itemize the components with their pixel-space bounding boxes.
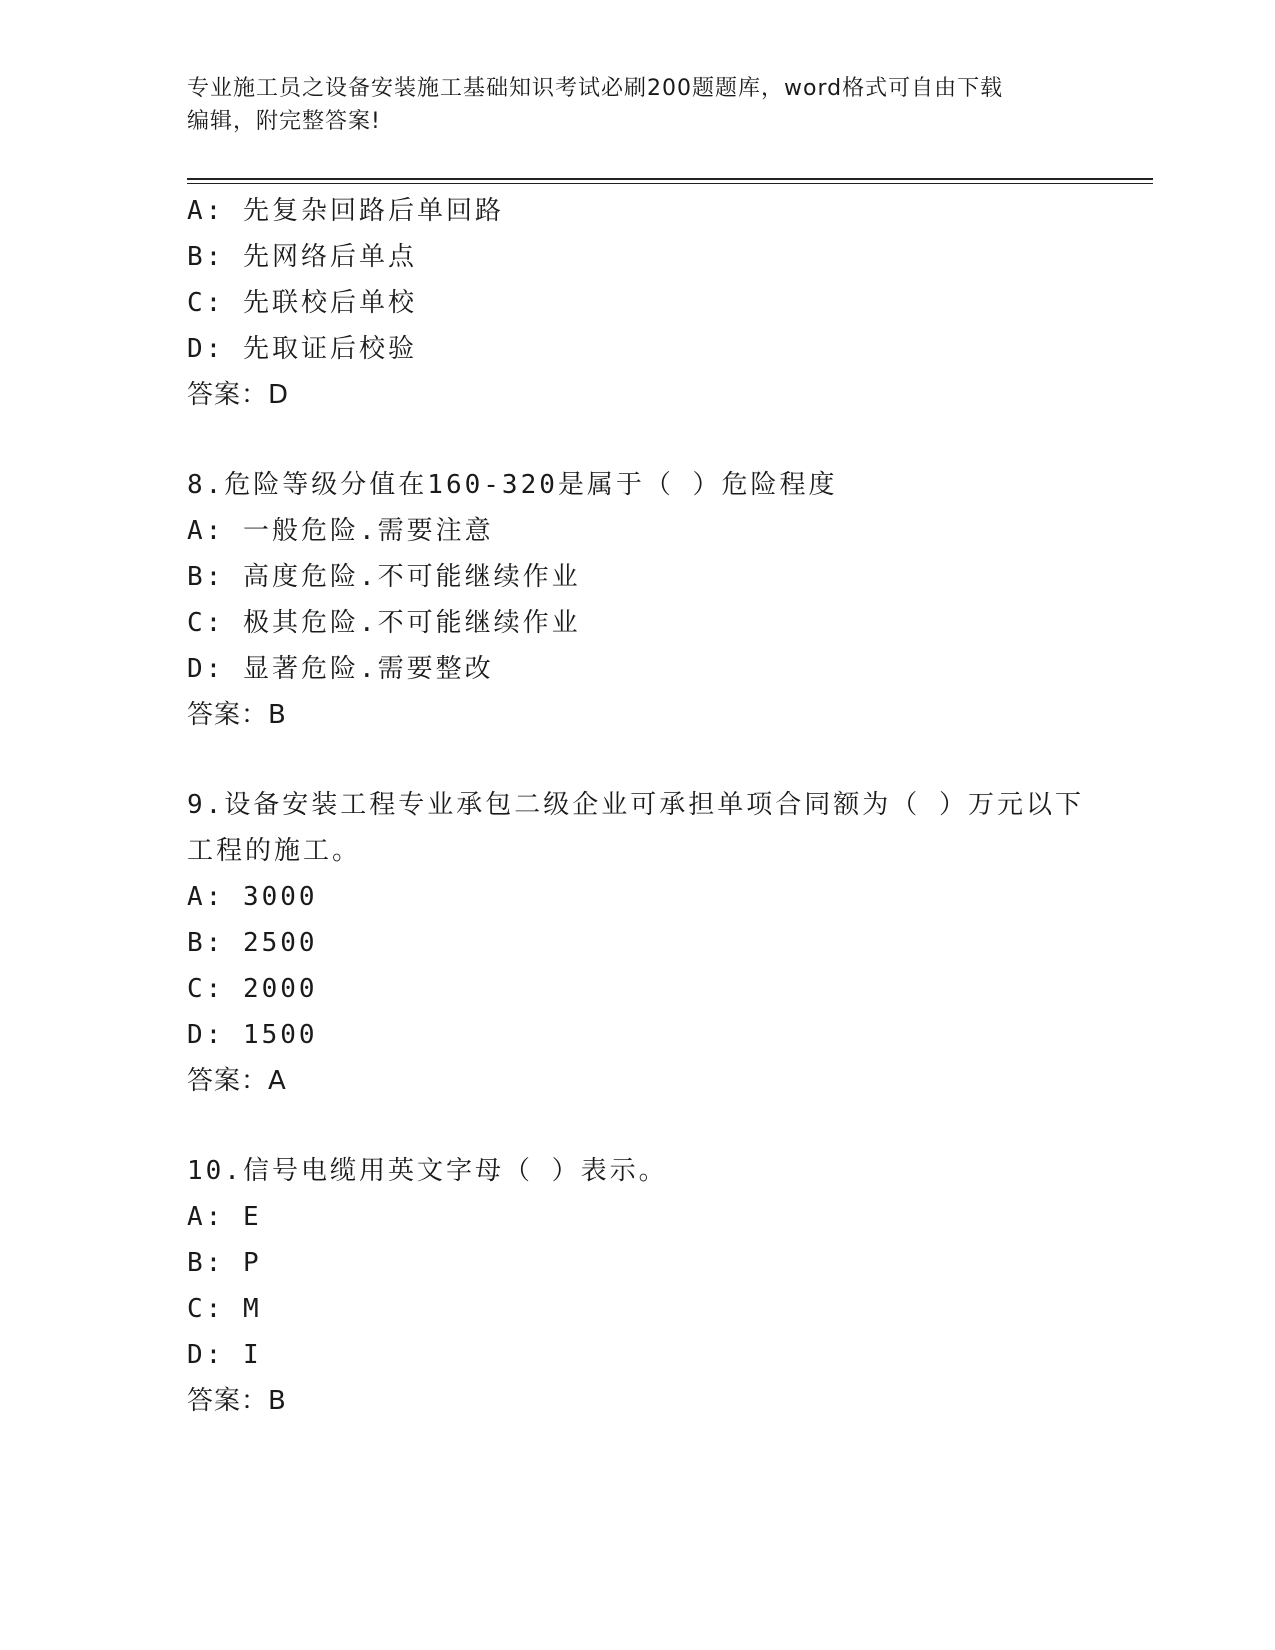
q10-question: 10.信号电缆用英文字母（ ）表示。 bbox=[187, 1156, 668, 1186]
q9-option-d: D: 1500 bbox=[187, 1020, 318, 1050]
q10-option-a: A: E bbox=[187, 1202, 262, 1232]
q7-option-b: B: 先网络后单点 bbox=[187, 242, 417, 272]
q9-option-a: A: 3000 bbox=[187, 882, 318, 912]
header-line-2: 编辑，附完整答案! bbox=[187, 109, 381, 134]
q9-answer: 答案：A bbox=[187, 1066, 287, 1096]
q8-option-c: C: 极其危险.不可能继续作业 bbox=[187, 608, 581, 638]
q7-option-d: D: 先取证后校验 bbox=[187, 334, 417, 364]
header-rule-thick bbox=[187, 178, 1153, 180]
q7-option-a: A: 先复杂回路后单回路 bbox=[187, 196, 504, 226]
document-header bbox=[187, 72, 1087, 138]
spacer bbox=[187, 418, 1087, 462]
q8-option-b: B: 高度危险.不可能继续作业 bbox=[187, 562, 581, 592]
q9-question-line-1: 9.设备安装工程专业承包二级企业可承担单项合同额为（ ）万元以下 bbox=[187, 790, 1084, 820]
q10-option-d: D: I bbox=[187, 1340, 262, 1370]
q10-option-b: B: P bbox=[187, 1248, 262, 1278]
q7-answer: 答案：D bbox=[187, 380, 290, 410]
q7-option-c: C: 先联校后单校 bbox=[187, 288, 417, 318]
q8-option-d: D: 显著危险.需要整改 bbox=[187, 654, 494, 684]
spacer bbox=[187, 738, 1087, 782]
question-10-block bbox=[187, 1148, 1087, 1424]
q8-answer: 答案：B bbox=[187, 700, 287, 730]
question-9-block bbox=[187, 782, 1087, 1104]
question-8-block bbox=[187, 462, 1087, 738]
q9-option-c: C: 2000 bbox=[187, 974, 318, 1004]
q10-option-c: C: M bbox=[187, 1294, 262, 1324]
question-7-block bbox=[187, 188, 1087, 418]
header-line-1: 专业施工员之设备安装施工基础知识考试必刷200题题库，word格式可自由下载 bbox=[187, 76, 1004, 101]
header-rule-thin bbox=[187, 183, 1153, 184]
spacer bbox=[187, 1104, 1087, 1148]
q9-question-line-2: 工程的施工。 bbox=[187, 836, 362, 866]
document-body bbox=[187, 188, 1087, 1424]
q9-option-b: B: 2500 bbox=[187, 928, 318, 958]
q8-option-a: A: 一般危险.需要注意 bbox=[187, 516, 494, 546]
q8-question: 8.危险等级分值在160-320是属于（ ）危险程度 bbox=[187, 470, 838, 500]
q10-answer: 答案：B bbox=[187, 1386, 287, 1416]
